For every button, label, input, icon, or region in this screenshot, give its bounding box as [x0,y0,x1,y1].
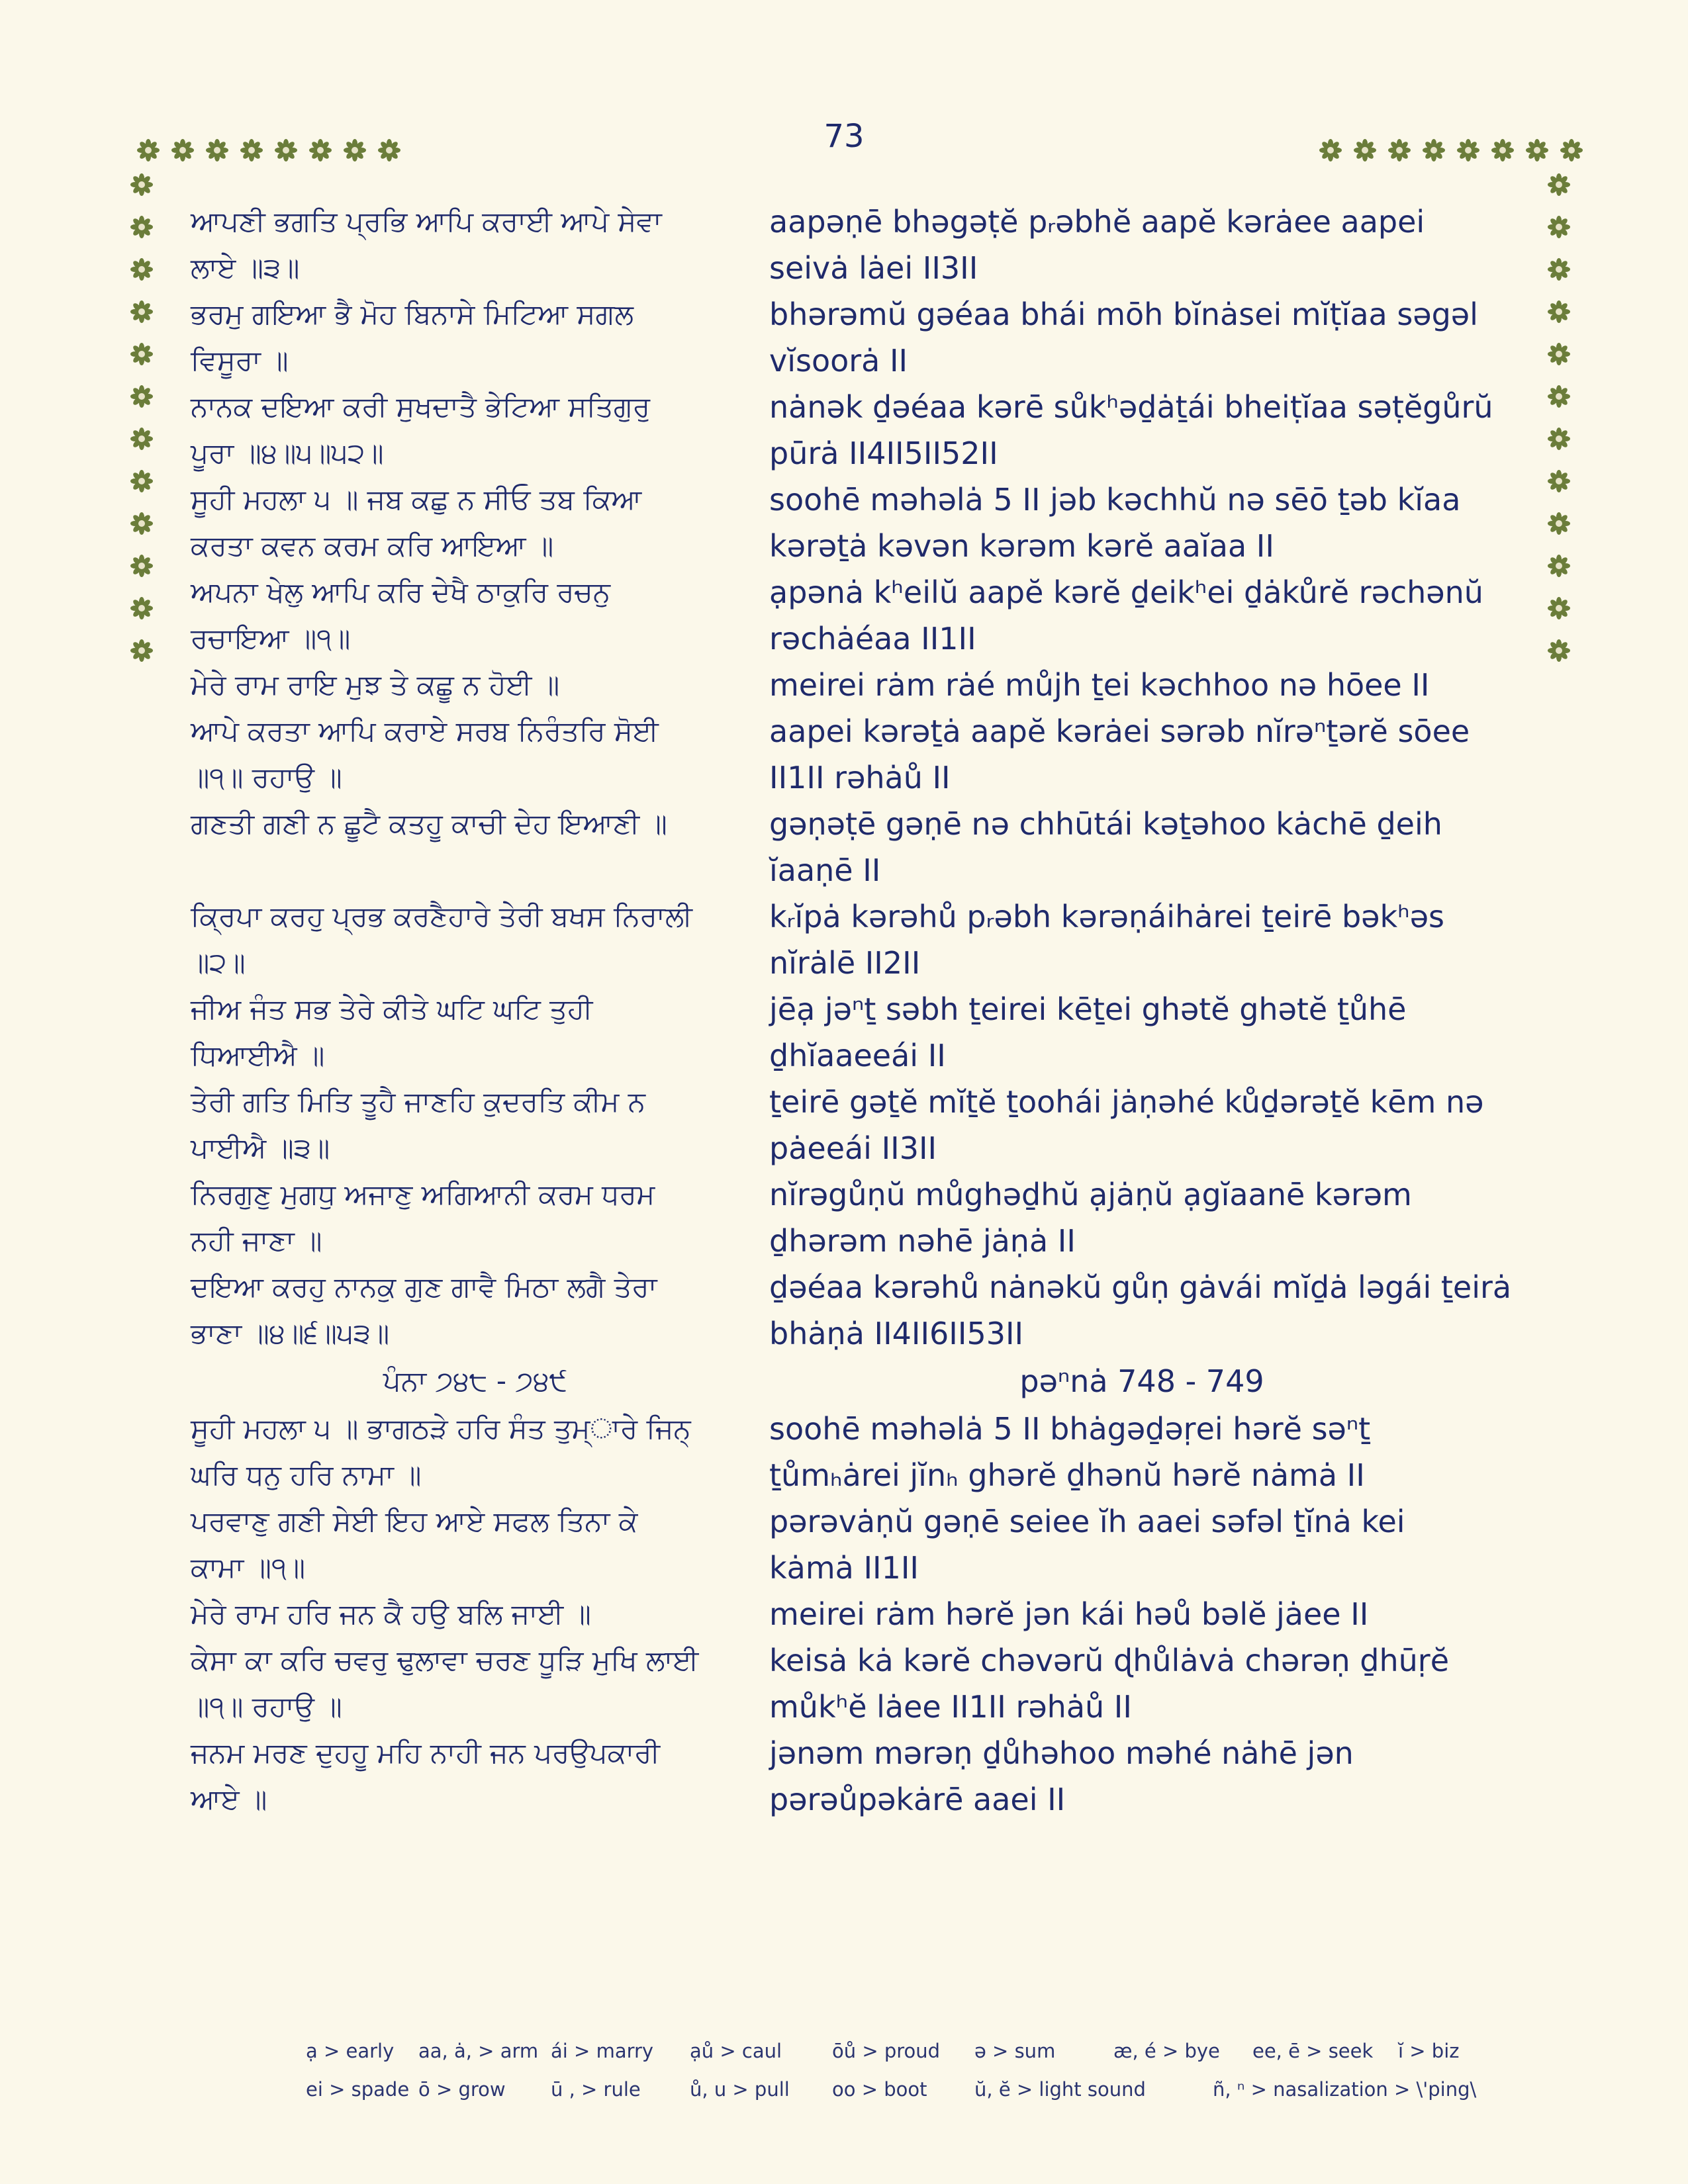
transliteration-text [769,1591,1515,1637]
flower-ornament-icon [1548,555,1570,577]
gurmukhi-line: ॥੧॥ ਰਹਾਉ ॥ [191,1690,342,1723]
flower-ornament-icon [1548,300,1570,323]
gurmukhi-line: ਪਰਵਾਣੁ ਗਣੀ ਸੇਈ ਇਹ ਆਏ ਸਫਲ ਤਿਨਾ ਕੇ [191,1505,638,1537]
flower-ornament-icon [1548,512,1570,535]
transliteration-text [769,1498,1515,1591]
translit-line: ḏhĭaaeeái II [769,1038,946,1073]
legend-item: ñ, ⁿ > nasalization > \'ping\ [1213,2078,1477,2101]
transliteration-text [769,569,1515,662]
gurmukhi-line: ਪਾਈਐ ॥੩॥ [191,1132,330,1164]
translit-line: pȧeeái II3II [769,1130,937,1166]
flower-ornament-icon [130,470,153,492]
flower-ornament-icon [1491,139,1514,161]
gurmukhi-line [191,847,760,893]
verse-table [191,199,1515,1823]
gurmukhi-line: ਸੂਹੀ ਮਹਲਾ ੫ ॥ ਭਾਗਠੜੇ ਹਰਿ ਸੰਤ ਤੁਮ੍ਾਰੇ ਜਿਨ੍ [191,1412,691,1445]
translit-line: aapəṇē bhəgəṭĕ pᵣəbhĕ aapĕ kərȧee aapei [769,204,1425,240]
gurmukhi-text [191,893,760,986]
translit-line: II1II rəhȧů II [769,760,951,796]
gurmukhi-line: ਕਾਮਾ ॥੧॥ [191,1551,306,1584]
translit-line: keisȧ kȧ kərĕ chəvərŭ ɖhůlȧvȧ chərəṇ ḏhūṛĕ [769,1643,1450,1678]
translit-line: jənəm mərəṇ ḏůhəhoo məhé nȧhē jən [769,1735,1354,1771]
translit-line: soohē məhəlȧ 5 II bhȧgəḏəṛei hərĕ səⁿṯ [769,1411,1371,1447]
gurmukhi-text [191,291,760,384]
flower-ornament-icon [378,139,400,161]
transliteration-text [769,801,1515,893]
translit-line: vĭsoorȧ II [769,343,908,379]
gurmukhi-line: ਮੇਰੇ ਰਾਮ ਹਰਿ ਜਨ ਕੈ ਹਉ ਬਲਿ ਜਾਈ ॥ [191,1598,591,1630]
flower-ornament-icon [130,385,153,408]
flower-ornament-icon [1319,139,1342,161]
legend-item: ạů > caul [690,2040,782,2062]
verse-row [191,1406,1515,1498]
gurmukhi-line: ਲਾਏ ॥੩॥ [191,251,300,284]
gurmukhi-line: ਧਿਆਈਐ ॥ [191,1039,325,1071]
verse-row [191,708,1515,801]
legend-item: ō > grow [418,2078,506,2101]
gurmukhi-text [191,477,760,569]
translit-line: pərəůpəkȧrē aaei II [769,1782,1066,1817]
verse-row [191,801,1515,893]
translit-line: pūrȧ II4II5II52II [769,435,998,471]
flower-ornament-icon [130,173,153,196]
flower-ornament-icon [1548,385,1570,408]
gurmukhi-line: ਦਇਆ ਕਰਹੁ ਨਾਨਕੁ ਗੁਣ ਗਾਵੈ ਮਿਠਾ ਲਗੈ ਤੇਰਾ [191,1271,657,1303]
flower-ornament-icon [130,216,153,238]
transliteration-text [769,1730,1515,1823]
flower-ornament-icon [240,139,263,161]
legend-item: ee, ē > seek [1252,2040,1374,2062]
gurmukhi-line: ਰਚਾਇਆ ॥੧॥ [191,622,351,655]
translit-line: meirei rȧm hərĕ jən kái həů bəlĕ jȧee II [769,1596,1369,1632]
verse-row [191,893,1515,986]
flower-ornament-icon [1560,139,1583,161]
gurmukhi-line: ਨਾਨਕ ਦਇਆ ਕਰੀ ਸੁਖਦਾਤੈ ਭੇਟਿਆ ਸਤਿਗੁਰੁ [191,390,651,423]
transliteration-text [769,1406,1515,1498]
flower-ornament-icon [275,139,297,161]
legend-item: oo > boot [832,2078,927,2101]
gurmukhi-text [191,1079,760,1171]
legend-item: ái > marry [551,2040,654,2062]
gurmukhi-line: ਕ੍ਰਿਪਾ ਕਰਹੁ ਪ੍ਰਭ ਕਰਣੈਹਾਰੇ ਤੇਰੀ ਬਖਸ ਨਿਰਾਲੀ [191,900,692,933]
verse-row [191,1171,1515,1264]
gurmukhi-line: ਵਿਸੂਰਾ ॥ [191,344,289,377]
gurmukhi-line: ਭਾਣਾ ॥੪॥੬॥੫੩॥ [191,1317,390,1349]
legend-row [306,2078,1497,2116]
translit-line: ḏəéaa kərəhů nȧnəkŭ gůṇ gȧvái mĭḏȧ ləgái ṯeirȧ [769,1269,1512,1305]
gurmukhi-text [191,1406,760,1498]
gurmukhi-line: ਨਹੀ ਜਾਣਾ ॥ [191,1224,322,1257]
legend-item: ū , > rule [551,2078,641,2101]
verse-row [191,1730,1515,1823]
flower-ornament-icon [130,428,153,450]
gurmukhi-line: ਮੇਰੇ ਰਾਮ ਰਾਇ ਮੁਝ ਤੇ ਕਛੂ ਨ ਹੋਈ ॥ [191,668,560,701]
translit-line: kᵣĭpȧ kərəhů pᵣəbh kərəṇáihȧrei ṯeirē bəkʰəs [769,899,1444,934]
gurmukhi-line: ਆਪਣੀ ਭਗਤਿ ਪ੍ਰਭਿ ਆਪਿ ਕਰਾਈ ਆਪੇ ਸੇਵਾ [191,205,662,238]
flower-ornament-icon [1548,639,1570,662]
verse-row [191,986,1515,1079]
legend-item: ĭ > biz [1398,2040,1460,2062]
flower-ornament-icon [130,258,153,281]
legend-item: ei > spade [306,2078,410,2101]
verse-row [191,569,1515,662]
transliteration-text [769,1264,1515,1357]
flower-ornament-icon [130,300,153,323]
page-number: 73 [823,118,865,155]
gurmukhi-line: ਆਪੇ ਕਰਤਾ ਆਪਿ ਕਰਾਏ ਸਰਬ ਨਿਰੰਤਰਿ ਸੋਈ [191,715,659,747]
verse-row [191,1637,1515,1730]
legend-row [306,2040,1497,2078]
gurmukhi-line: ॥੧॥ ਰਹਾਉ ॥ [191,761,342,794]
gurmukhi-line: ਤੇਰੀ ਗਤਿ ਮਿਤਿ ਤੂਹੈ ਜਾਣਹਿ ਕੁਦਰਤਿ ਕੀਮ ਨ [191,1085,646,1118]
gurmukhi-line: ॥੨॥ [191,946,246,979]
gurmukhi-text [191,1591,760,1637]
verse-row [191,1498,1515,1591]
translit-line: nĭrȧlē II2II [769,945,921,981]
translit-line: kərəṯȧ kəvən kərəm kərĕ aaĭaa II [769,528,1274,564]
flower-ornament-icon [1354,139,1376,161]
legend-item: aa, ȧ, > arm [418,2040,539,2062]
transliteration-text [769,986,1515,1079]
transliteration-text [769,1079,1515,1171]
flower-ornament-icon [1457,139,1479,161]
flower-ornament-icon [130,512,153,535]
gurmukhi-text [191,384,760,477]
pronunciation-legend [306,2040,1497,2116]
legend-item: ə > sum [974,2040,1056,2062]
gurmukhi-line: ਅਪਨਾ ਖੇਲੁ ਆਪਿ ਕਰਿ ਦੇਖੈ ਠਾਕੁਰਿ ਰਚਨੁ [191,576,610,608]
transliteration-text [769,477,1515,569]
gurmukhi-text [191,1730,760,1823]
gurmukhi-text [191,662,760,708]
flower-ornament-icon [1548,258,1570,281]
translit-line: ṯeirē gəṯĕ mĭṯĕ ṯoohái jȧṇəhé kůḏərəṯĕ kēm nə [769,1084,1484,1120]
translit-line: ĭaaṇē II [769,852,881,888]
flower-ornament-icon [130,343,153,365]
flower-ornament-icon [344,139,366,161]
gurmukhi-line: ਘਰਿ ਧਨੁ ਹਰਿ ਨਾਮਾ ॥ [191,1459,422,1491]
gurmukhi-line: ਕੇਸਾ ਕਾ ਕਰਿ ਚਵਰੁ ਢੁਲਾਵਾ ਚਰਣ ਧੂੜਿ ਮੁਖਿ ਲਾਈ [191,1644,699,1676]
flower-ornament-icon [1548,597,1570,619]
flower-ornament-icon [130,555,153,577]
transliteration-text [769,893,1515,986]
gurmukhi-line: ਆਏ ॥ [191,1783,267,1815]
legend-item: ŭ, ĕ > light sound [974,2078,1146,2101]
gurmukhi-text [191,1498,760,1591]
flower-ornament-icon [1548,470,1570,492]
gurmukhi-line: ਪੂਰਾ ॥੪॥੫॥੫੨॥ [191,437,384,469]
flower-ornament-icon [1548,173,1570,196]
translit-line: soohē məhəlȧ 5 II jəb kəchhŭ nə sēō ṯəb kĭaa [769,482,1461,518]
flower-ornament-icon [171,139,194,161]
gurmukhi-line: ਸੂਹੀ ਮਹਲਾ ੫ ॥ ਜਬ ਕਛੁ ਨ ਸੀਓ ਤਬ ਕਿਆ [191,483,642,516]
translit-line: můkʰĕ lȧee II1II rəhȧů II [769,1689,1132,1725]
translit-line: seivȧ lȧei II3II [769,250,978,286]
verse-row [191,662,1515,708]
gurmukhi-line: ਜੀਅ ਜੰਤ ਸਭ ਤੇਰੇ ਕੀਤੇ ਘਟਿ ਘਟਿ ਤੁਹੀ [191,993,593,1025]
translit-line: ṯůmₕȧrei jĭnₕ ghərĕ ḏhənŭ hərĕ nȧmȧ II [769,1457,1365,1493]
flower-ornament-icon [1548,216,1570,238]
translit-line: meirei rȧm rȧé můjh ṯei kəchhoo nə hōee II [769,667,1430,703]
gurmukhi-text [191,1171,760,1264]
gurmukhi-text [191,1264,760,1357]
gurmukhi-text [191,569,760,662]
legend-item: ōů > proud [832,2040,941,2062]
verse-row [191,199,1515,291]
transliteration-text [769,291,1515,384]
verse-row [191,384,1515,477]
verse-row [191,477,1515,569]
transliteration-text [769,662,1515,708]
gurmukhi-line: ਨਿਰਗੁਣੁ ਮੁਗਧੁ ਅਜਾਣੁ ਅਗਿਆਨੀ ਕਰਮ ਧਰਮ [191,1178,655,1210]
transliteration-text [769,708,1515,801]
verse-row [191,1079,1515,1171]
flower-ornament-icon [130,639,153,662]
gurmukhi-text [191,1637,760,1730]
translit-line: nĭrəgůṇŭ můghəḏhŭ ạjȧṇŭ ạgĭaanē kərəm [769,1177,1412,1212]
flower-ornament-icon [130,597,153,619]
flower-ornament-icon [1423,139,1445,161]
gurmukhi-text [191,986,760,1079]
flower-ornament-icon [1526,139,1548,161]
gurmukhi-line: ਭਰਮੁ ਗਇਆ ਭੈ ਮੋਹ ਬਿਨਾਸੇ ਮਿਟਿਆ ਸਗਲ [191,298,633,330]
gurmukhi-line: ਜਨਮ ਮਰਣ ਦੁਹਹੂ ਮਹਿ ਨਾਹੀ ਜਨ ਪਰਉਪਕਾਰੀ [191,1737,661,1769]
flower-ornament-icon [309,139,332,161]
transliteration-text [769,1171,1515,1264]
translit-line: ḏhərəm nəhē jȧṇȧ II [769,1223,1076,1259]
gurmukhi-line: ਕਰਤਾ ਕਵਨ ਕਰਮ ਕਰਿ ਆਇਆ ॥ [191,529,554,562]
panna-row [191,1357,1515,1406]
flower-ornament-icon [1548,428,1570,450]
translit-line: ạpənȧ kʰeilŭ aapĕ kərĕ ḏeikʰei ḏȧkůrĕ rəchənŭ [769,574,1483,610]
gurmukhi-text [191,708,760,801]
transliteration-text [769,1637,1515,1730]
gurmukhi-text [191,801,760,893]
translit-line: aapei kərəṯȧ aapĕ kərȧei sərəb nĭrəⁿṯərĕ sōee [769,713,1470,749]
translit-line: bhərəmŭ gəéaa bhái mōh bĭnȧsei mĭṭĭaa səgəl [769,296,1478,332]
verse-row [191,291,1515,384]
translit-line: rəchȧéaa II1II [769,621,976,657]
flower-ornament-icon [206,139,228,161]
legend-item: ů, u > pull [690,2078,790,2101]
transliteration-text [769,384,1515,477]
flower-ornament-icon [1388,139,1411,161]
transliteration-text [769,199,1515,291]
gurmukhi-text [191,199,760,291]
panna-translit: pəⁿnȧ 748 - 749 [1019,1363,1264,1399]
legend-item: ạ > early [306,2040,395,2062]
translit-line: bhȧṇȧ II4II6II53II [769,1316,1024,1351]
flower-ornament-icon [1548,343,1570,365]
panna-gurmukhi: ਪੰਨਾ ੭੪੮ - ੭੪੯ [383,1365,568,1397]
translit-line: nȧnək ḏəéaa kərē sůkʰəḏȧṯái bheiṭĭaa səṭĕgůrŭ [769,389,1493,425]
translit-line: jēạ jəⁿṯ səbh ṯeirei kēṯei ghətĕ ghətĕ ṯůhē [769,991,1407,1027]
translit-line: kȧmȧ II1II [769,1550,919,1586]
translit-line: pərəvȧṇŭ gəṇē seiee ĭh aaei səfəl ṯĭnȧ kei [769,1504,1405,1539]
legend-item: æ, é > bye [1113,2040,1220,2062]
flower-ornament-icon [137,139,160,161]
verse-row [191,1264,1515,1357]
gurmukhi-line: ਗਣਤੀ ਗਣੀ ਨ ਛੂਟੈ ਕਤਹੂ ਕਾਚੀ ਦੇਹ ਇਆਣੀ ॥ [191,807,667,840]
translit-line: gəṇəṭē gəṇē nə chhūtái kəṯəhoo kȧchē ḏeih [769,806,1442,842]
verse-row [191,1591,1515,1637]
